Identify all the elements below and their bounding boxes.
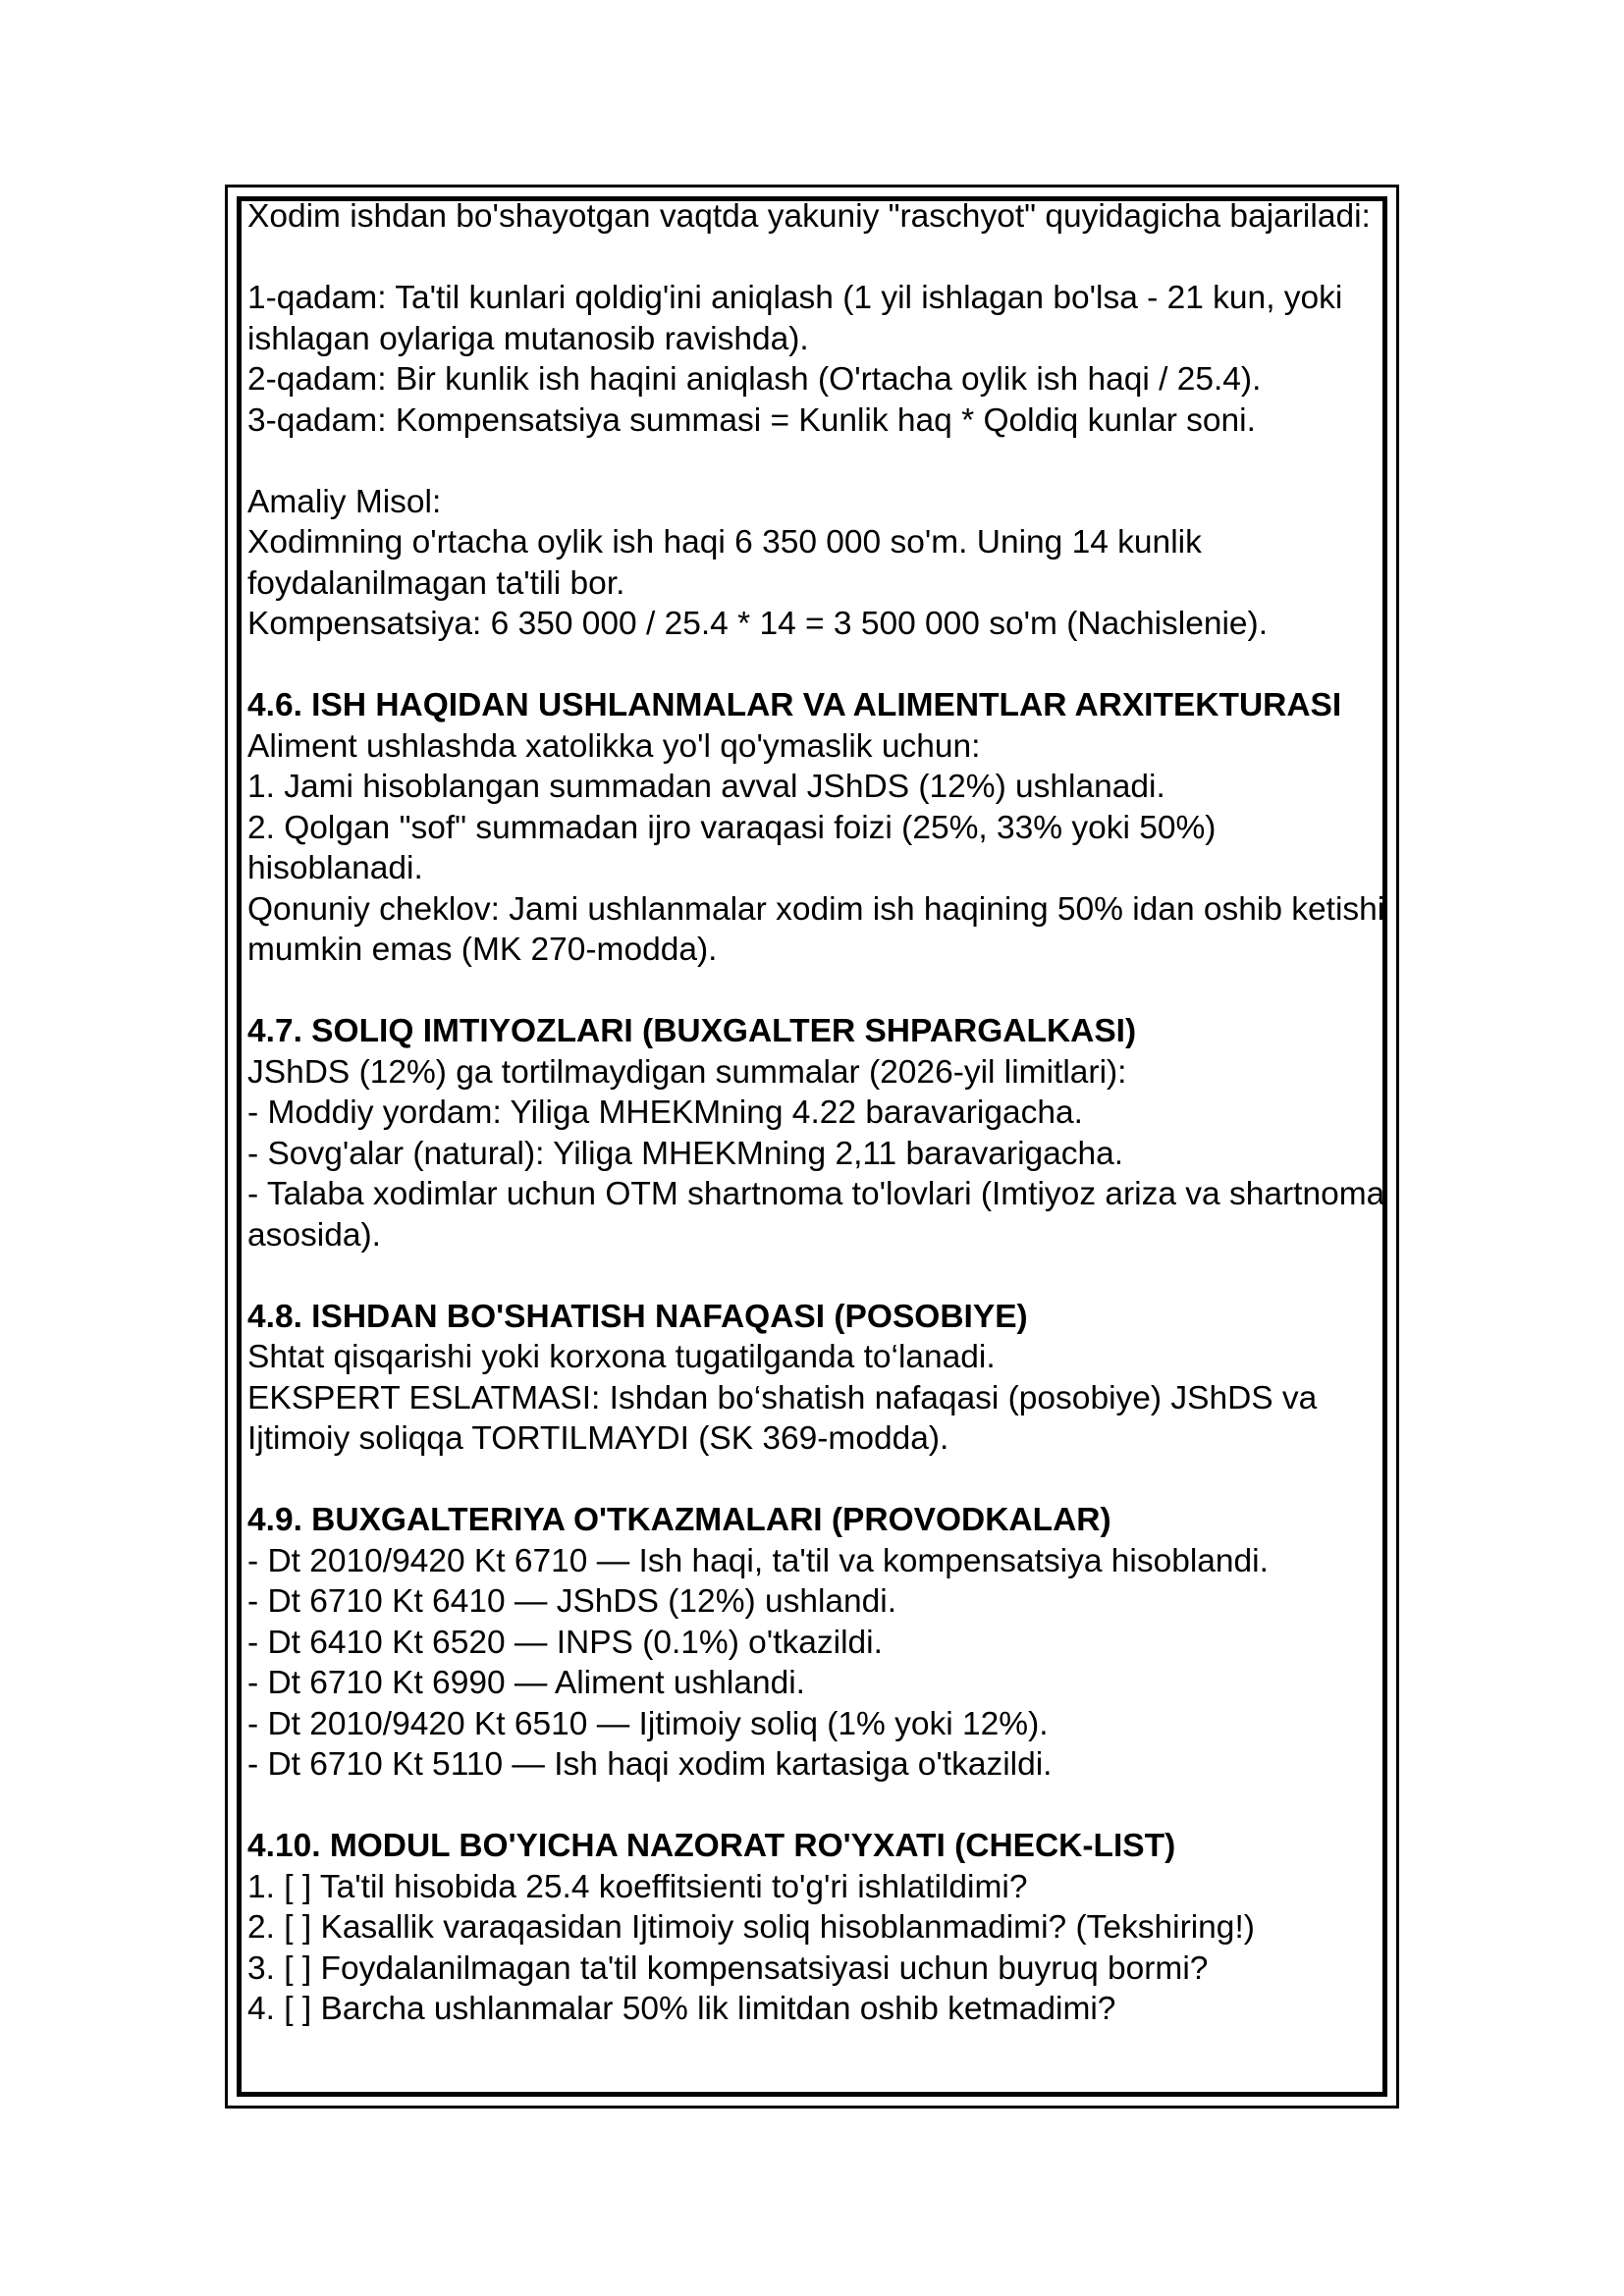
section-line: 2. Qolgan "sof" summadan ijro varaqasi foizi (25%, 33% yoki 50%) hisoblanadi. (247, 809, 1217, 886)
checklist-item: 3. [ ] Foydalanilmagan ta'til kompensatsiyasi uchun buyruq bormi? (247, 1949, 1209, 1987)
example-line: Xodimning o'rtacha oylik ish haqi 6 350 000 so'm. Uning 14 kunlik foydalanilmagan ta'tili bor. (247, 524, 1202, 602)
intro-paragraph: Xodim ishdan bo'shayotgan vaqtda yakuniy "raschyot" quyidagicha bajariladi: (247, 198, 1371, 235)
posting-line: - Dt 6410 Kt 6520 — INPS (0.1%) o'tkazildi. (247, 1624, 883, 1661)
posting-line: - Dt 6710 Kt 6990 — Aliment ushlandi. (247, 1665, 805, 1701)
section-line: Shtat qisqarishi yoki korxona tugatilganda to‘lanadi. (247, 1339, 996, 1375)
checklist-item: 1. [ ] Ta'til hisobida 25.4 koeffitsienti to'g'ri ishlatildimi? (247, 1868, 1028, 1905)
checklist-item: 2. [ ] Kasallik varaqasidan Ijtimoiy soliq hisoblanmadimi? (Tekshiring!) (247, 1909, 1255, 1946)
section-line: JShDS (12%) ga tortilmaydigan summalar (2026-yil limitlari): (247, 1053, 1127, 1091)
section-heading-4-6: 4.6. ISH HAQIDAN USHLANMALAR VA ALIMENTLAR ARXITEKTURASI (247, 687, 1342, 723)
posting-line: - Dt 6710 Kt 5110 — Ish haqi xodim kartasiga o'tkazildi. (247, 1746, 1053, 1783)
section-heading-4-7: 4.7. SOLIQ IMTIYOZLARI (BUXGALTER SHPARGALKASI) (247, 1013, 1137, 1049)
section-line: - Moddiy yordam: Yiliga MHEKMning 4.22 baravarigacha. (247, 1095, 1083, 1131)
section-line: 1. Jami hisoblangan summadan avval JShDS (12%) ushlanadi. (247, 769, 1165, 805)
section-heading-4-10: 4.10. MODUL BO'YICHA NAZORAT RO'YXATI (CHECK-LIST) (247, 1828, 1176, 1864)
step-line: 3-qadam: Kompensatsiya summasi = Kunlik haq * Qoldiq kunlar soni. (247, 401, 1256, 439)
section-heading-4-9: 4.9. BUXGALTERIYA O'TKAZMALARI (PROVODKALAR) (247, 1502, 1111, 1538)
section-heading-4-8: 4.8. ISHDAN BO'SHATISH NAFAQASI (POSOBIYE) (247, 1298, 1028, 1335)
checklist-item: 4. [ ] Barcha ushlanmalar 50% lik limitdan oshib ketmadimi? (247, 1991, 1116, 2027)
step-line: 2-qadam: Bir kunlik ish haqini aniqlash (O'rtacha oylik ish haqi / 25.4). (247, 361, 1262, 398)
posting-line: - Dt 2010/9420 Kt 6510 — Ijtimoiy soliq (1% yoki 12%). (247, 1705, 1049, 1742)
section-line: Aliment ushlashda xatolikka yo'l qo'ymaslik uchun: (247, 727, 981, 765)
step-line: 1-qadam: Ta'til kunlari qoldig'ini aniqlash (1 yil ishlagan bo'lsa - 21 kun, yoki ishlagan oylariga mutanosib ravishda). (247, 280, 1343, 357)
posting-line: - Dt 6710 Kt 6410 — JShDS (12%) ushlandi. (247, 1583, 897, 1620)
document-body (247, 196, 1386, 2030)
section-line: - Sovg'alar (natural): Yiliga MHEKMning 2,11 baravarigacha. (247, 1135, 1124, 1172)
section-line: - Talaba xodimlar uchun OTM shartnoma to'lovlari (Imtiyoz ariza va shartnoma asosida). (247, 1176, 1385, 1254)
section-line: Qonuniy cheklov: Jami ushlanmalar xodim ish haqining 50% idan oshib ketishi mumkin emas (MK 270-modda). (247, 890, 1385, 968)
example-line: Kompensatsiya: 6 350 000 / 25.4 * 14 = 3 500 000 so'm (Nachislenie). (247, 606, 1269, 642)
section-line: EKSPERT ESLATMASI: Ishdan bo‘shatish nafaqasi (posobiye) JShDS va Ijtimoiy soliqqa TORTILMAYDI (SK 369-modda). (247, 1379, 1318, 1457)
example-title: Amaliy Misol: (247, 483, 442, 520)
posting-line: - Dt 2010/9420 Kt 6710 — Ish haqi, ta'til va kompensatsiya hisoblandi. (247, 1542, 1269, 1579)
